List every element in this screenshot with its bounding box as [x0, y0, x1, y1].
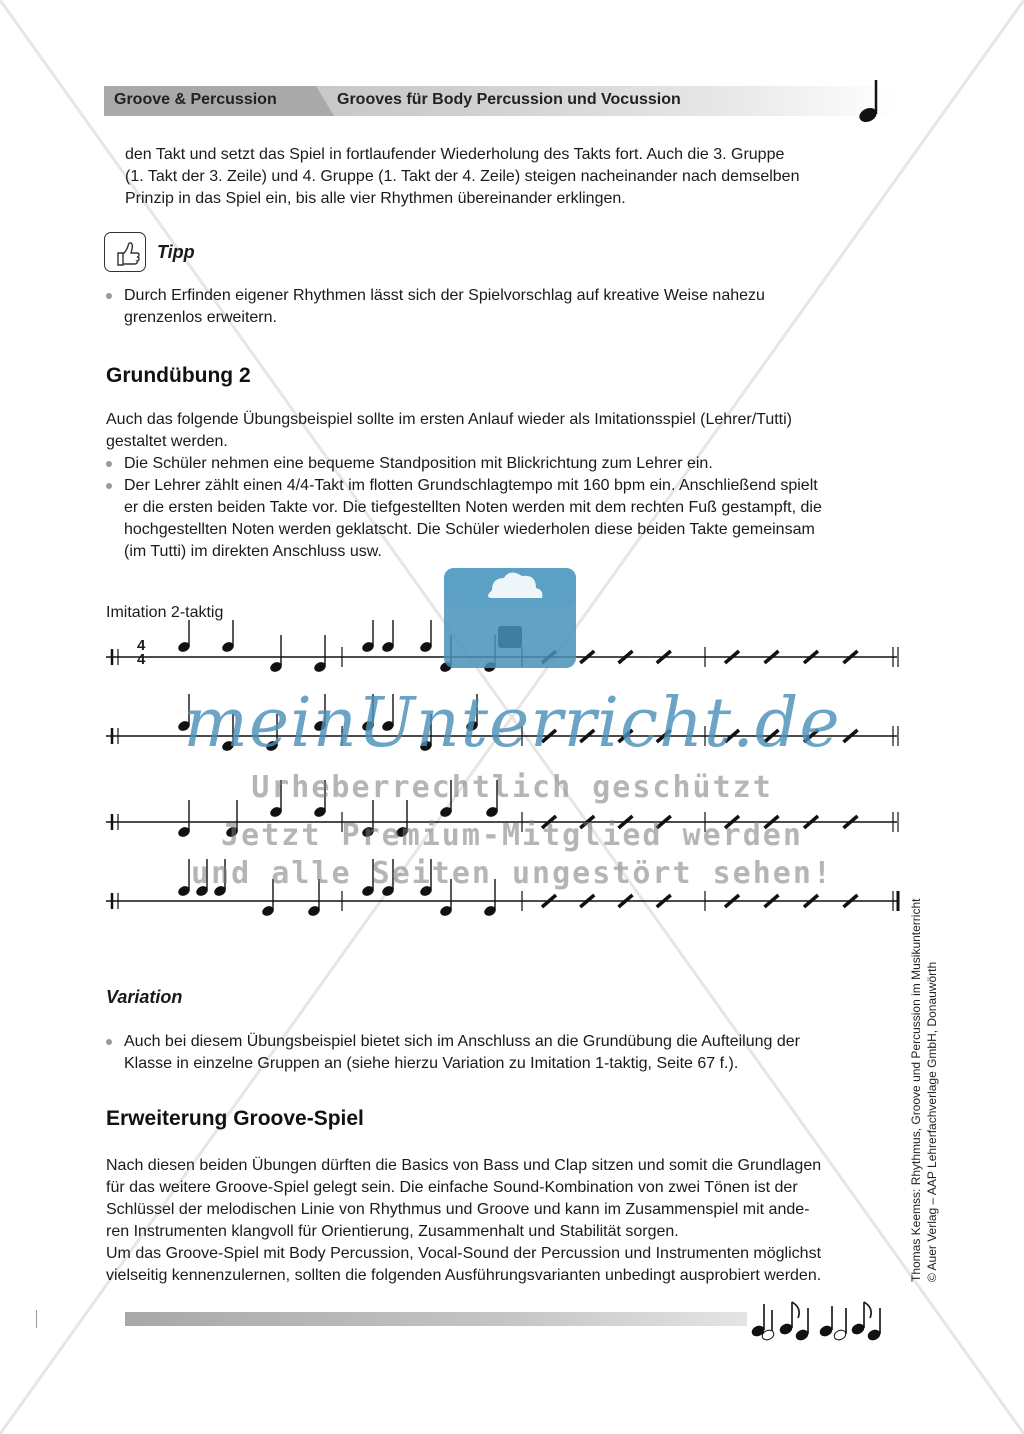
section2-line: Um das Groove-Spiel mit Body Percussion, Vocal-Sound der Percussion und Instrumenten möglichst	[106, 1245, 822, 1262]
intro-line: (1. Takt der 3. Zeile) und 4. Gruppe (1. Takt der 4. Zeile) steigen nacheinander nach demselben	[125, 168, 800, 185]
bullet2-line: Der Lehrer zählt einen 4/4-Takt im flotten Grundschlagtempo mit 160 bpm ein. Anschließend spielt	[124, 477, 818, 494]
watermark-line-2: Jetzt Premium-Mitglied werden	[221, 818, 803, 853]
tipp-bullet-line: grenzenlos erweitern.	[124, 309, 277, 326]
intro-line: Prinzip in das Spiel ein, bis alle vier Rhythmen übereinander erklingen.	[125, 190, 626, 207]
quarter-note-icon	[852, 78, 882, 124]
intro-paragraph	[125, 144, 885, 210]
variation-line: Auch bei diesem Übungsbeispiel bietet sich im Anschluss an die Grundübung die Aufteilung der	[124, 1033, 800, 1050]
copyright-credit	[908, 862, 940, 1282]
tipp-label: Tipp	[157, 242, 195, 262]
credit-publisher: © Auer Verlag – AAP Lehrerfachverlage GmbH, Donauwörth	[925, 961, 939, 1282]
section2-line: Nach diesen beiden Übungen dürften die Basics von Bass und Clap sitzen und somit die Grundlagen	[106, 1157, 822, 1174]
section2-line: für das weitere Groove-Spiel gelegt sein. Die einfache Sound-Kombination von zwei Tönen ist der	[106, 1179, 798, 1196]
section2-line: ren Instrumenten klangvoll für Orientierung, Zusammenhalt und Stabilität sorgen.	[106, 1223, 679, 1240]
section1-line: gestaltet werden.	[106, 433, 228, 450]
thumbs-up-icon	[104, 232, 146, 272]
footer-bar	[125, 1312, 747, 1326]
tipp-bullet	[124, 285, 884, 329]
variation-bullet	[124, 1031, 894, 1075]
section1-bullet-1: Die Schüler nehmen eine bequeme Standposition mit Blickrichtung zum Lehrer ein.	[124, 453, 884, 475]
credit-author: Thomas Keemss: Rhythmus, Groove und Percussion im Musikunterricht	[909, 898, 923, 1282]
watermark-bag-icon	[440, 560, 580, 672]
footer-margin-mark	[36, 1310, 37, 1328]
bullet2-line: er die ersten beiden Takte vor. Die tiefgestellten Noten werden mit dem rechten Fuß gestampft, die	[124, 499, 822, 516]
watermark-line-3: und alle Seiten ungestört sehen!	[191, 856, 833, 891]
time-signature	[137, 639, 145, 667]
time-sig-bottom: 4	[137, 651, 146, 668]
section1-paragraph	[106, 409, 886, 453]
section2-line: Schlüssel der melodischen Linie von Rhythmus und Groove und kann im Zusammenspiel mit ande-	[106, 1201, 810, 1218]
section1-line: Auch das folgende Übungsbeispiel sollte im ersten Anlauf wieder als Imitationsspiel (Lehrer/Tutti)	[106, 411, 792, 428]
score-caption: Imitation 2-taktig	[106, 604, 224, 621]
footer-notes-icon	[746, 1296, 891, 1342]
header-category: Groove & Percussion	[114, 91, 277, 108]
variation-title: Variation	[106, 987, 183, 1007]
tipp-bullet-line: Durch Erfinden eigener Rhythmen lässt sich der Spielvorschlag auf kreative Weise nahezu	[124, 287, 765, 304]
watermark-line-1: Urheberrechtlich geschützt	[251, 770, 773, 805]
variation-line: Klasse in einzelne Gruppen an (siehe hierzu Variation zu Imitation 1-taktig, Seite 67 f.).	[124, 1055, 739, 1072]
header-title: Grooves für Body Percussion und Vocussion	[337, 91, 681, 108]
watermark-brand: meinUnterricht.de	[183, 684, 841, 763]
section-title-erweiterung: Erweiterung Groove-Spiel	[106, 1107, 364, 1130]
intro-line: den Takt und setzt das Spiel in fortlaufender Wiederholung des Takts fort. Auch die 3. Gruppe	[125, 146, 785, 163]
section2-line: vielseitig kennenzulernen, sollten die folgenden Ausführungsvarianten unbedingt ausprobiert werden.	[106, 1267, 822, 1284]
section-title-grunduebung: Grundübung 2	[106, 364, 251, 387]
time-sig-top: 4	[137, 637, 146, 654]
section1-bullet-2	[124, 475, 894, 563]
bullet2-line: (im Tutti) im direkten Anschluss usw.	[124, 543, 382, 560]
bullet2-line: hochgestellten Noten werden geklatscht. Die Schüler wiederholen diese beiden Takte gemeinsam	[124, 521, 815, 538]
section2-paragraph	[106, 1155, 896, 1287]
